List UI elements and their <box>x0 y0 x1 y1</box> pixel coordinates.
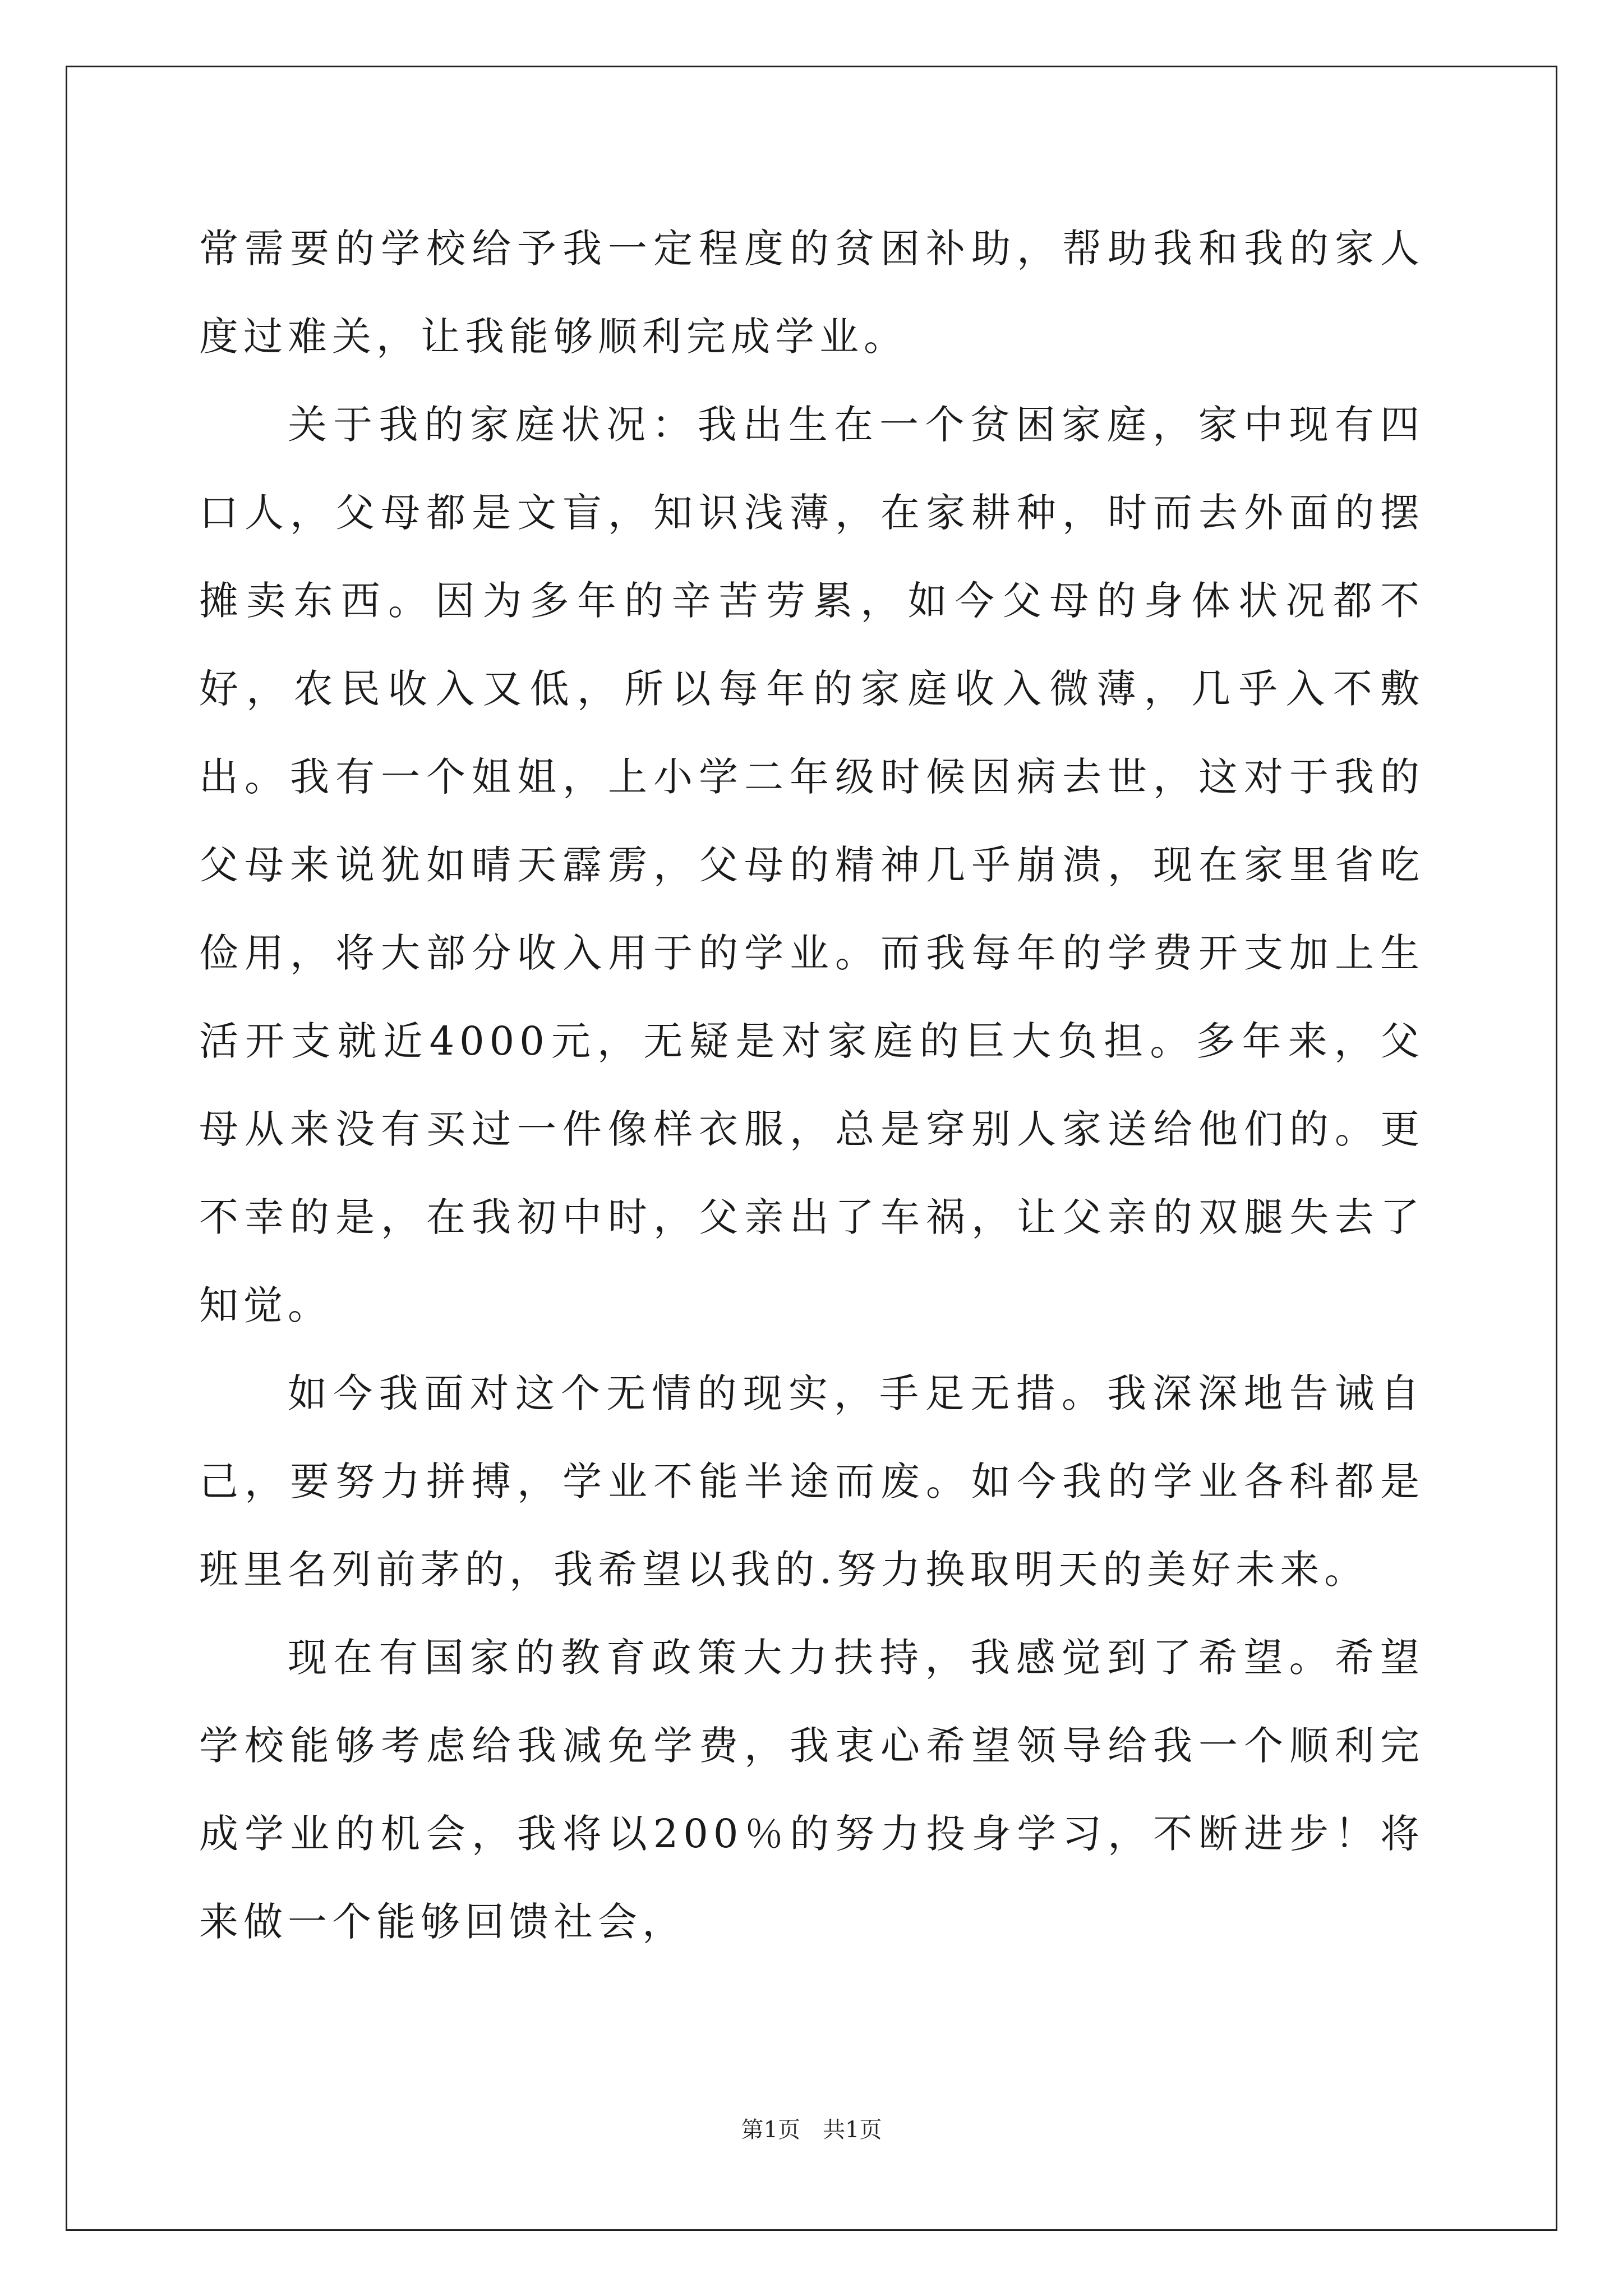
paragraph-request: 现在有国家的教育政策大力扶持，我感觉到了希望。希望学校能够考虑给我减免学费，我衷心希望领导给我一个顺利完成学业的机会，我将以200％的努力投身学习，不断进步！将来做一个能够回馈社会， <box>199 1635 1424 1945</box>
document-body <box>199 205 1424 1966</box>
page-footer: 第1页 共1页 <box>741 2117 882 2143</box>
paragraph-family-situation: 关于我的家庭状况：我出生在一个贫困家庭，家中现有四口人，父母都是文盲，知识浅薄，在家耕种，时而去外面的摆摊卖东西。因为多年的辛苦劳累，如今父母的身体状况都不好，农民收入又低，所以每年的家庭收入微薄，几乎入不敷出。我有一个姐姐，上小学二年级时候因病去世，这对于我的父母来说犹如晴天霹雳，父母的精神几乎崩溃，现在家里省吃俭用，将大部分收入用于的学业。而我每年的学费开支加上生活开支就近4000元，无疑是对家庭的巨大负担。多年来，父母从来没有买过一件像样衣服，总是穿别人家送给他们的。更不幸的是，在我初中时，父亲出了车祸，让父亲的双腿失去了知觉。 <box>199 402 1424 1328</box>
paragraph-determination: 如今我面对这个无情的现实，手足无措。我深深地告诫自己，要努力拼搏，学业不能半途而废。如今我的学业各科都是班里名列前茅的，我希望以我的.努力换取明天的美好未来。 <box>199 1370 1424 1593</box>
paragraph-continuation: 常需要的学校给予我一定程度的贫困补助，帮助我和我的家人度过难关，让我能够顺利完成学业。 <box>199 226 1424 360</box>
